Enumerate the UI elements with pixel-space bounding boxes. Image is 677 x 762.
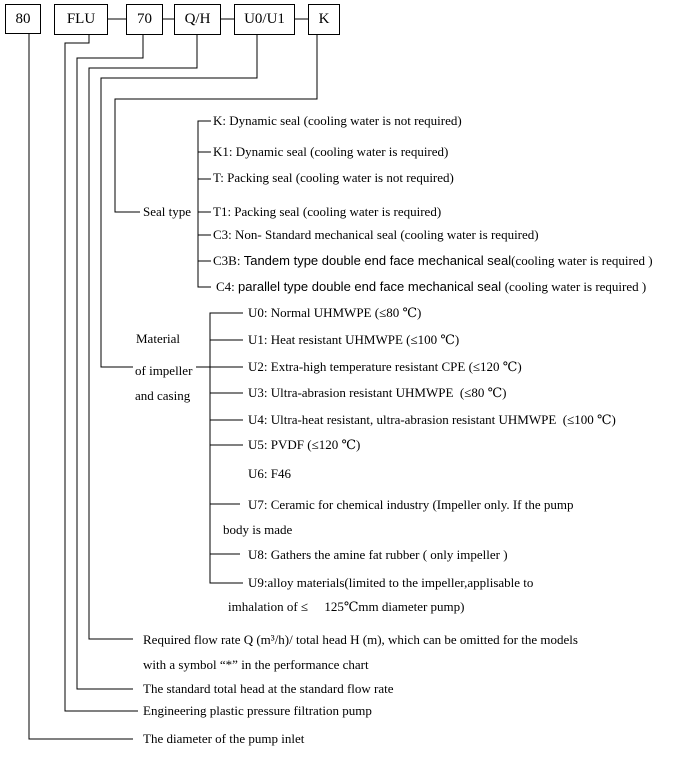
seal-item-desc: parallel type double end face mechanical seal — [238, 279, 505, 294]
standard-head-description: The standard total head at the standard flow rate — [143, 681, 394, 696]
seal-item-desc: Tandem type double end face mechanical seal — [243, 253, 512, 268]
trunk-70 — [77, 35, 143, 689]
flow-head-description-line1: Required flow rate Q (m³/h)/ total head H (m), which can be omitted for the models — [143, 632, 578, 647]
material-item: U0: Normal UHMWPE (≤80 ℃) — [248, 305, 422, 320]
material-item: U8: Gathers the amine fat rubber ( only impeller ) — [248, 547, 508, 562]
material-item: U7: Ceramic for chemical industry (Impeller only. If the pump — [248, 497, 574, 512]
seal-item — [216, 279, 646, 295]
inlet-diameter-description: The diameter of the pump inlet — [143, 731, 305, 746]
material-item-wrap: imhalation of ≤ 125℃mm diameter pump) — [228, 599, 465, 614]
seal-item: T: Packing seal (cooling water is not required) — [213, 170, 454, 185]
seal-item — [213, 253, 653, 269]
model-box-seal: K — [308, 4, 340, 35]
material-item-wrap: body is made — [223, 522, 293, 537]
seal-item: K: Dynamic seal (cooling water is not required) — [213, 113, 462, 128]
flow-head-description-line2: with a symbol “*” in the performance chart — [143, 657, 369, 672]
model-box-flow-head: Q/H — [174, 4, 221, 35]
trunk-80 — [29, 34, 133, 739]
seal-item: K1: Dynamic seal (cooling water is required) — [213, 144, 449, 159]
seal-type-label: Seal type — [143, 204, 192, 219]
model-box-pump-type: FLU — [54, 4, 108, 35]
model-box-head: 70 — [126, 4, 163, 35]
seal-item-code: C4: — [216, 279, 239, 294]
material-item: U5: PVDF (≤120 ℃) — [248, 437, 361, 452]
material-item: U9:alloy materials(limited to the impeller,applisable to — [248, 575, 534, 590]
seal-item: C3: Non- Standard mechanical seal (cooling water is required) — [213, 227, 539, 242]
material-label-line: Material — [136, 331, 181, 346]
seal-item: T1: Packing seal (cooling water is required) — [213, 204, 442, 219]
seal-bracket — [198, 121, 211, 287]
material-item: U6: F46 — [248, 466, 291, 481]
seal-item-code: C3B: — [213, 253, 244, 268]
material-item: U4: Ultra-heat resistant, ultra-abrasion resistant UHMWPE (≤100 ℃) — [248, 412, 616, 427]
pump-type-description: Engineering plastic pressure filtration pump — [143, 703, 372, 718]
material-label-line: of impeller — [135, 363, 193, 378]
material-bracket — [210, 313, 243, 583]
model-box-inlet-diameter: 80 — [5, 4, 41, 34]
trunk-u0u1 — [101, 35, 257, 367]
seal-item-note: (cooling water is required ) — [511, 253, 653, 268]
material-item: U3: Ultra-abrasion resistant UHMWPE (≤80 ℃) — [248, 385, 507, 400]
model-box-material: U0/U1 — [234, 4, 295, 35]
material-item: U1: Heat resistant UHMWPE (≤100 ℃) — [248, 332, 460, 347]
seal-item-note: (cooling water is required ) — [504, 279, 647, 294]
material-item: U2: Extra-high temperature resistant CPE (≤120 ℃) — [248, 359, 522, 374]
material-label-line: and casing — [135, 388, 191, 403]
